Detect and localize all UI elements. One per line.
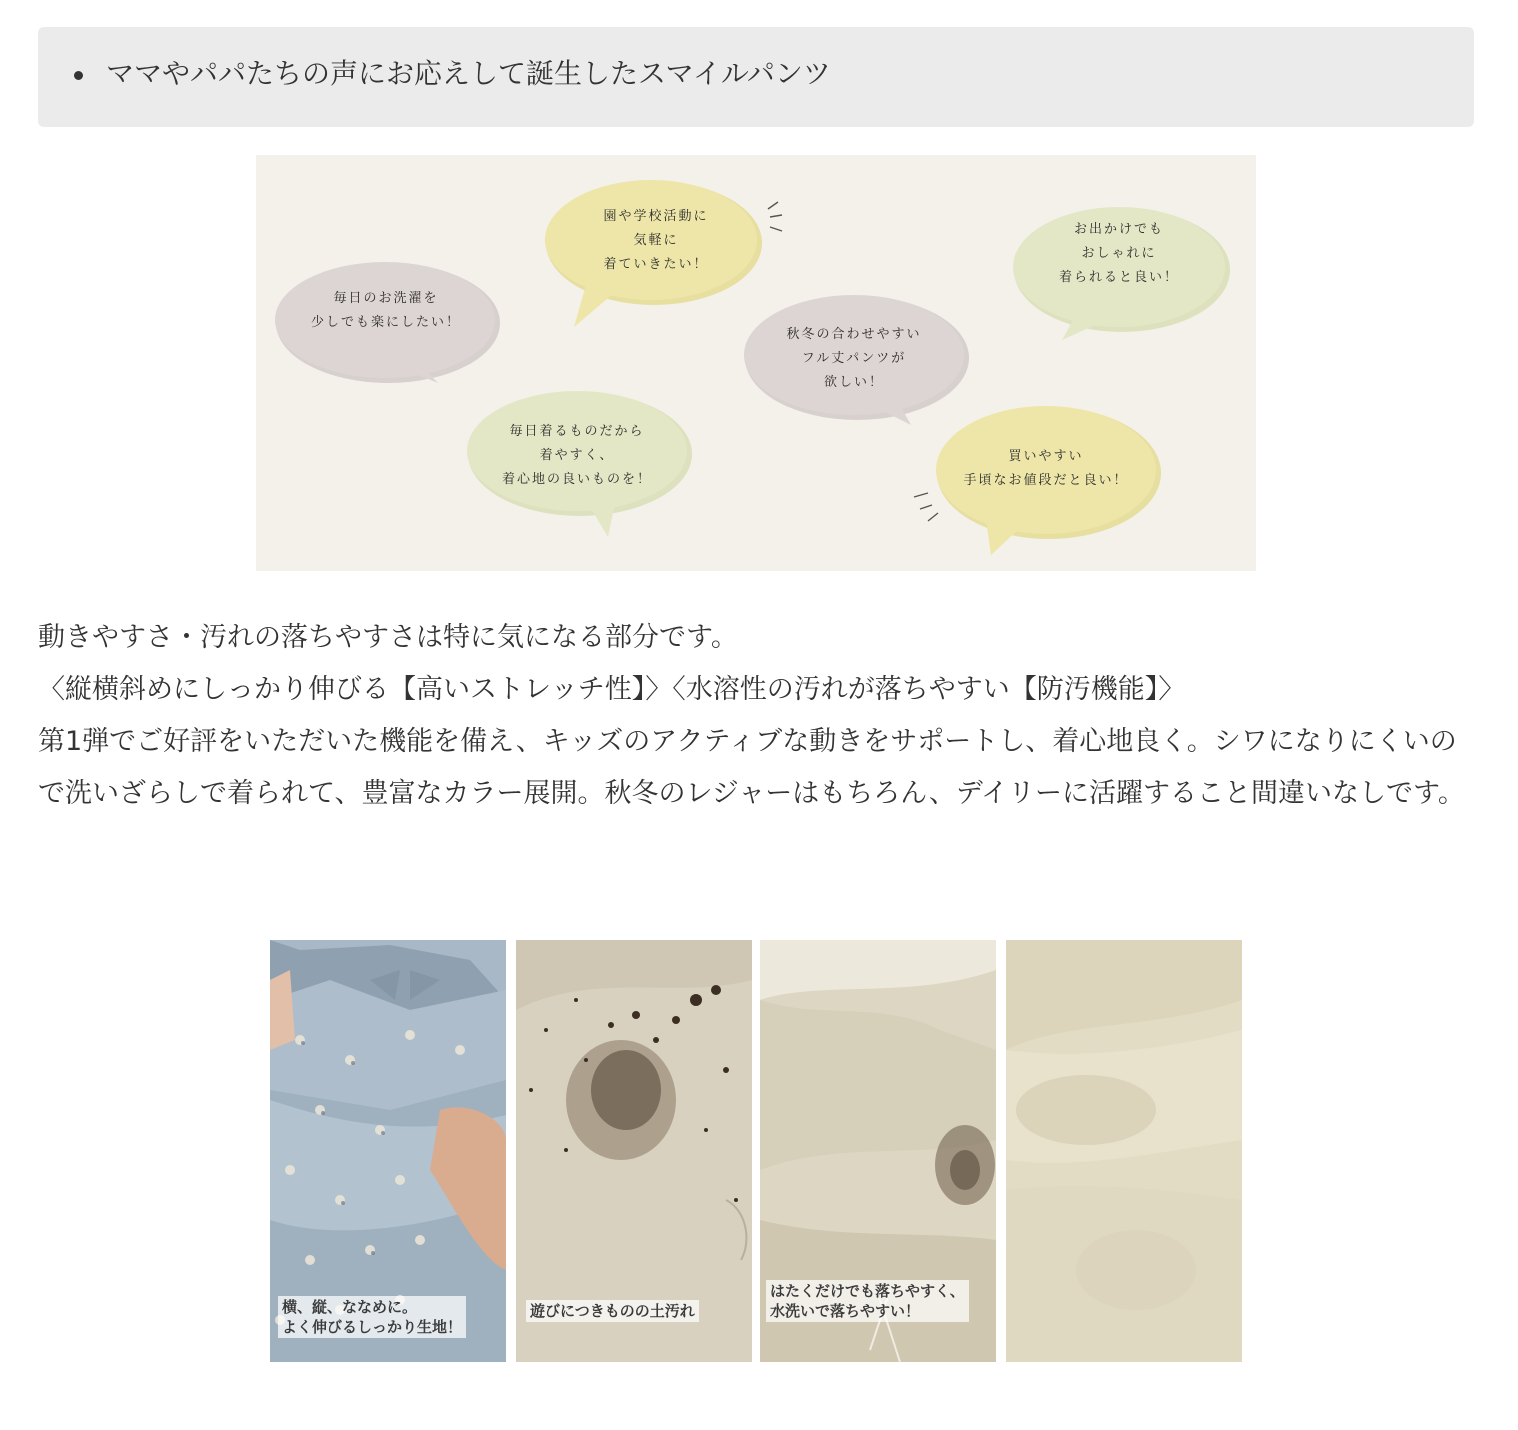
photo-stretch-fabric [270,940,506,1362]
photo-strip [270,940,1242,1362]
body-line-3: 第1弾でご好評をいただいた機能を備え、キッズのアクティブな動きをサポートし、着心地良く。シワになりにくいので洗いざらしで着られて、豊富なカラー展開。秋冬のレジャーはもちろん、デイリーに活躍すること間違いなしです。 [38,726,1465,809]
bubble-text-6: 買いやすい 手頃なお値段だと良い！ [963,449,1129,488]
body-line-2: 〈縦横斜めにしっかり伸びる【高いストレッチ性】〉〈水溶性の汚れが落ちやすい【防汚機能】〉 [38,674,1186,705]
callout-box [38,27,1474,127]
photo-caption-1: 横、縦、ななめに。 よく伸びるしっかり生地！ [278,1296,466,1338]
bubble-text-4: お出かけでも おしゃれに 着られると良い！ [1058,222,1179,285]
bubble-text-3: 秋冬の合わせやすい フル丈パンツが 欲しい！ [786,327,922,390]
photo-caption-3: はたくだけでも落ちやすく、 水洗いで落ちやすい！ [766,1280,969,1322]
photo-caption-2: 遊びにつきものの土汚れ [526,1300,699,1322]
bubble-text-1: 毎日のお洗濯を 少しでも楽にしたい！ [310,291,461,330]
speech-bubble-banner [256,155,1256,571]
bubble-text-2: 園や学校活動に 気軽に 着ていきたい！ [603,209,709,272]
body-paragraph [38,612,1478,820]
photo-clean-fabric [1006,940,1242,1362]
body-line-1: 動きやすさ・汚れの落ちやすさは特に気になる部分です。 [38,622,738,653]
bullet-icon [74,71,83,80]
bubble-text-5: 毎日着るものだから 着やすく、 着心地の良いものを！ [501,424,652,487]
callout-item: ママやパパたちの声にお応えして誕生したスマイルパンツ [106,57,831,90]
photo-dirt-stain [516,940,752,1362]
photo-after-tapping [760,940,996,1362]
